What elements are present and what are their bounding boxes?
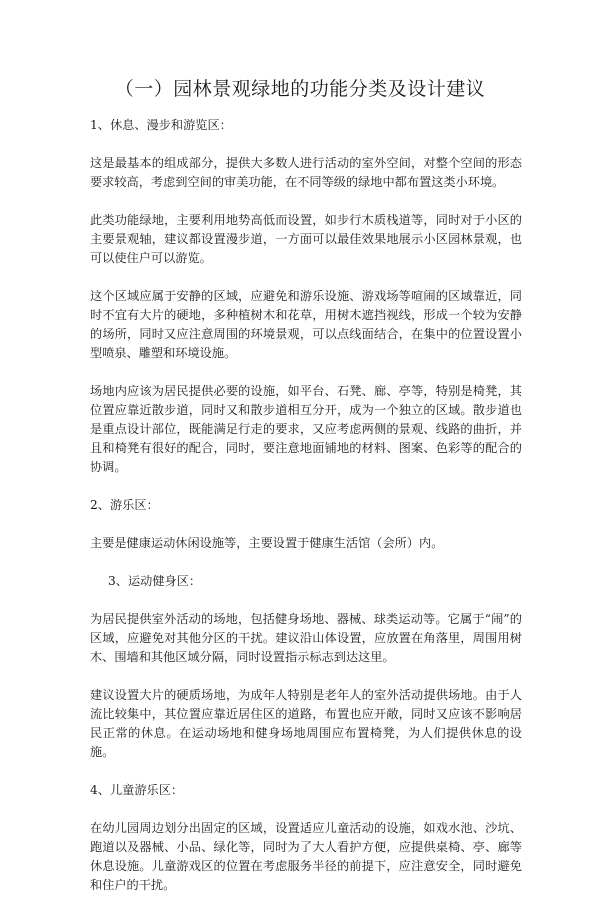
paragraph: 这是最基本的组成部分，提供大多数人进行活动的室外空间，对整个空间的形态要求较高，考虑到空间的审美功能，在不同等级的绿地中都布置这类小环境。 xyxy=(90,156,522,189)
paragraph: 为居民提供室外活动的场地，包括健身场地、器械、球类运动等。它属于“闹”的区域，应避免对其他分区的干扰。建议沿山体设置，应放置在角落里，周围用树木、围墙和其他区域分隔，同时设置指示标志到达这里。 xyxy=(90,612,522,664)
section-rest-area xyxy=(90,116,522,477)
section-fitness-area xyxy=(90,572,522,762)
paragraph: 场地内应该为居民提供必要的设施，如平台、石凳、廊、亭等，特别是椅凳，其位置应靠近散步道，同时又和散步道相互分开，成为一个独立的区域。散步道也是重点设计部位，既能满足行走的要求，又应考虑两侧的景观、线路的曲折，并且和椅凳有很好的配合，同时，要注意地面铺地的材料、图案、色彩等的配合的协调。 xyxy=(90,384,522,474)
section-heading: 4、儿童游乐区： xyxy=(90,783,184,797)
document-title: （一）园林景观绿地的功能分类及设计建议 xyxy=(114,78,486,100)
section-play-area xyxy=(90,496,522,553)
paragraph: 主要是健康运动休闲设施等，主要设置于健康生活馆（会所）内。 xyxy=(90,536,444,550)
paragraph: 建议设置大片的硬质场地，为成年人特别是老年人的室外活动提供场地。由于人流比较集中，其位置应靠近居住区的道路，布置也应开敞，同时又应该不影响居民正常的休息。在运动场地和健身场地周围应布置椅凳，为人们提供休息的设施。 xyxy=(90,688,522,759)
section-heading: 1、休息、漫步和游览区： xyxy=(90,118,232,132)
paragraph: 这个区域应属于安静的区域，应避免和游乐设施、游戏场等喧闹的区域靠近，同时不宜有大片的硬地，多种植树木和花草，用树木遮挡视线，形成一个较为安静的场所，同时又应注意周围的环境景观，可以点线面结合，在集中的位置设置小型喷泉、雕塑和环境设施。 xyxy=(90,289,522,360)
paragraph: 此类功能绿地，主要利用地势高低而设置，如步行木质栈道等，同时对于小区的主要景观轴，建议都设置漫步道，一方面可以最佳效果地展示小区园林景观，也可以使住户可以游览。 xyxy=(90,213,522,265)
section-heading: 2、游乐区： xyxy=(90,498,159,512)
paragraph: 在幼儿园周边划分出固定的区域，设置适应儿童活动的设施，如戏水池、沙坑、跑道以及器械、小品、绿化等，同时为了大人看护方便，应提供桌椅、亭、廊等休息设施。儿童游戏区的位置在考虑服务半径的前提下，应注意安全，同时避免和住户的干扰。 xyxy=(90,821,522,892)
section-children-area xyxy=(90,781,522,895)
document-body xyxy=(90,116,522,914)
section-heading: 3、运动健身区： xyxy=(108,574,202,588)
